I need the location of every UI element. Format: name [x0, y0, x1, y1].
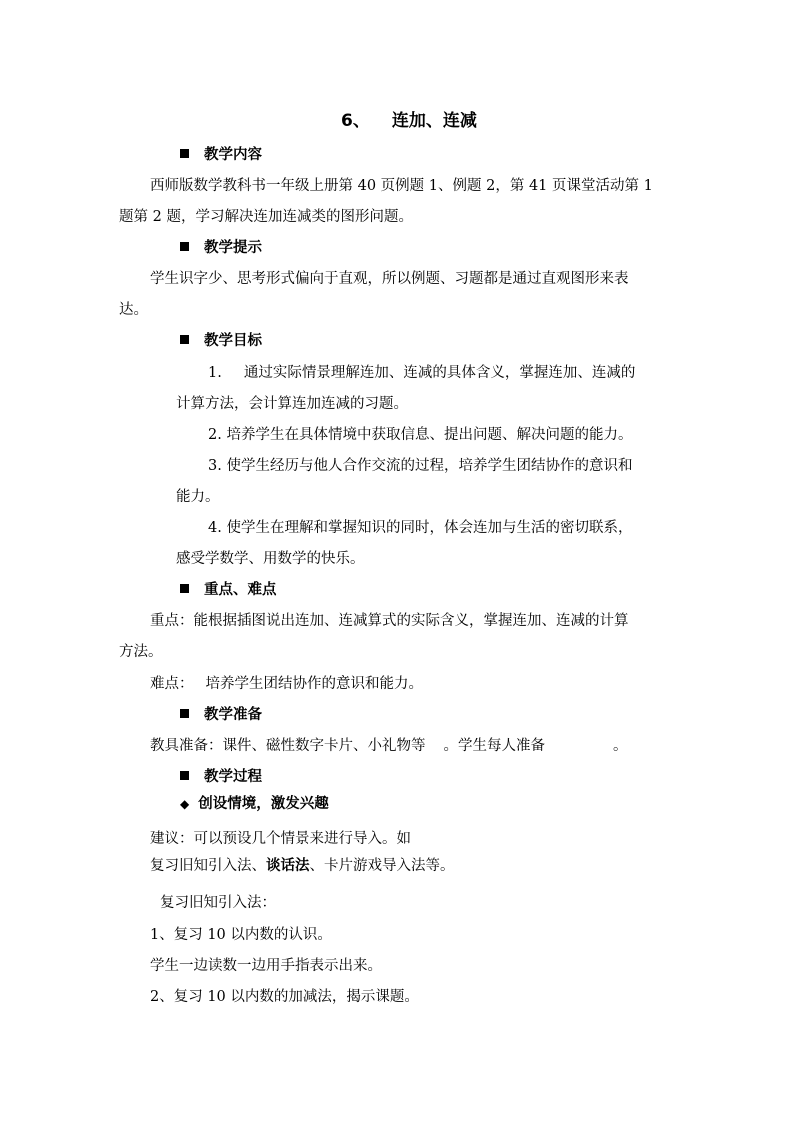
goal-4-line-1: 4. 使学生在理解和掌握知识的同时，体会连加与生活的密切联系，	[208, 520, 633, 536]
goal-3-line-2: 能力。	[176, 489, 220, 505]
step-1: 1、复习 10 以内数的认识。	[150, 927, 332, 943]
section-heading-process: 教学过程	[180, 767, 262, 787]
difficulty-line	[150, 674, 423, 694]
goal-4-line-2: 感受学数学、用数学的快乐。	[176, 551, 365, 567]
section-heading-content: 教学内容	[180, 145, 262, 165]
content-line-2: 题第 2 题，学习解决连加连减类的图形问题。	[119, 209, 413, 225]
difficulty-label: 难点：	[150, 676, 194, 692]
square-bullet-icon	[180, 709, 189, 718]
title-text: 连加、连减	[391, 111, 477, 131]
focus-line-2: 方法。	[119, 644, 163, 660]
suggest-line-1: 建议：可以预设几个情景来进行导入。如	[150, 831, 411, 847]
section-heading-key: 重点、难点	[180, 580, 277, 600]
focus-line-1: 重点：能根据插图说出连加、连减算式的实际含义，掌握连加、连减的计算	[150, 613, 629, 629]
hint-line-1: 学生识字少、思考形式偏向于直观，所以例题、习题都是通过直观图形来表	[150, 271, 629, 287]
step-1-detail: 学生一边读数一边用手指表示出来。	[150, 958, 382, 974]
review-title: 复习旧知引入法：	[160, 895, 276, 911]
prep-line: 教具准备：课件、磁性数字卡片、小礼物等 。学生每人准备 。	[150, 738, 628, 754]
section-heading-goals: 教学目标	[180, 331, 262, 351]
goal-1-line-2: 计算方法，会计算连加连减的习题。	[176, 396, 408, 412]
process-sub-heading: ◆ 创设情境，激发兴趣	[180, 796, 329, 812]
step-2: 2、复习 10 以内数的加减法，揭示课题。	[150, 989, 419, 1005]
goal-3-line-1: 3. 使学生经历与他人合作交流的过程，培养学生团结协作的意识和	[208, 458, 633, 474]
page-title	[341, 106, 477, 131]
title-number: 6、	[341, 111, 370, 131]
goal-1-line-1	[208, 363, 635, 383]
hint-line-2: 达。	[119, 302, 148, 318]
difficulty-text: 培养学生团结协作的意识和能力。	[205, 676, 423, 692]
content-line-1: 西师版数学教科书一年级上册第 40 页例题 1、例题 2，第 41 页课堂活动第 1	[150, 178, 653, 194]
section-heading-prep: 教学准备	[180, 705, 262, 725]
square-bullet-icon	[180, 242, 189, 251]
goal-2: 2. 培养学生在具体情境中获取信息、提出问题、解决问题的能力。	[208, 427, 633, 443]
suggest-line-2: 复习旧知引入法、谈话法、卡片游戏导入法等。	[150, 858, 455, 874]
square-bullet-icon	[180, 149, 189, 158]
talk-method: 谈话法	[266, 858, 310, 874]
goal-1-number: 1.	[208, 365, 222, 381]
square-bullet-icon	[180, 771, 189, 780]
section-heading-hint: 教学提示	[180, 238, 262, 258]
diamond-bullet-icon: ◆	[180, 797, 190, 811]
square-bullet-icon	[180, 335, 189, 344]
square-bullet-icon	[180, 584, 189, 593]
goal-1-text: 通过实际情景理解连加、连减的具体含义，掌握连加、连减的	[243, 365, 636, 381]
